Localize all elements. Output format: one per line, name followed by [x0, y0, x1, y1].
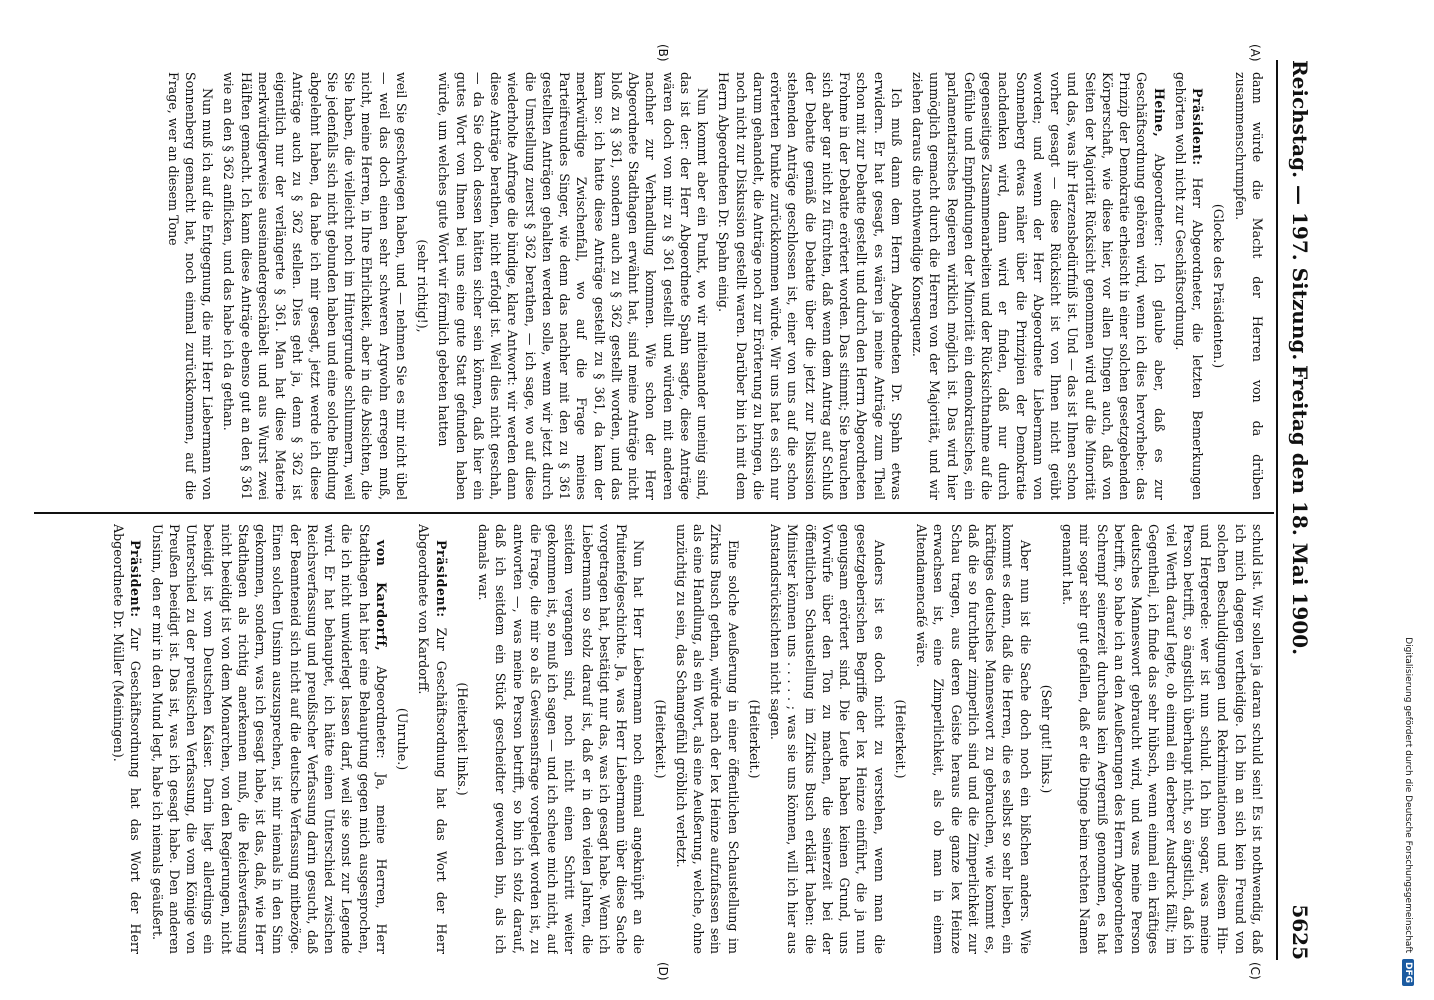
digitization-note: Digitalisierung gefördert durch die Deutsche Forschungsgemeinschaft — [1403, 637, 1413, 953]
paragraph-text: dann würde die Macht der Herren von da drüben zusammenschrumpfen. — [1232, 72, 1265, 500]
interjection — [1210, 72, 1227, 500]
paragraph-text: Zur Geschäftsordnung hat das Wort der Herr Abgeordnete von Kardorff. — [416, 524, 449, 954]
paragraph-text: Aber nun ist die Sache doch noch ein bißchen anders. Wie kommt es denn, daß die Herren, die es selbst so sehr lieben, ein kräftiges deutsches Manneswort zu gebrauchen, wie kommt es, daß die so furchtbar zimperlich sind und die Zimperlichkeit zur Schau tragen, aus deren Geiste heraus die ganze lex Heinze erwachsen ist, eine Zimperlichkeit, als ob man in einem Altendamencafé wäre. — [914, 524, 1033, 954]
speech-paragraph — [1172, 72, 1207, 500]
paragraph-text: schuld ist. Wir sollen ja daran schuld sein! Es ist nothwendig, daß ich mich dagegen vertheidige. Ich bin an sich kein Freund von solchen Beschuldigungen und Rekriminationen und diesem Hin- und Hergerede: wer ist nun schuld. Ich bin sogar, was meine Person betrifft, so ängstlich überhaupt nicht, so ängstlich, daß ich viel Werth darauf legte, ob einmal ein derberer Ausdruck fällt; im Gegentheil, ich finde das sehr hübsch, wenn einmal ein kräftiges deutsches Manneswort gebraucht wird, und was meine Person betrifft, so habe ich an den Aeußerungen des Herrn Abgeordneten Schrempf seinerzeit durchaus kein Aergerniß genommen, es hat mir sogar sehr gut gefallen, daß er die Dinge beim rechten Namen genannt hat. — [1060, 524, 1265, 954]
paragraph-text: (Sehr gut! links.) — [1039, 684, 1054, 794]
speaker-name: Präsident: — [128, 540, 144, 618]
interjection — [892, 524, 909, 954]
speaker-name: Heine, — [1151, 88, 1167, 138]
page-header — [1282, 60, 1312, 960]
paragraph-text: Eine solche Aeußerung in einer öffentlichen Schaustellung im Zirkus Busch gethan, würde nach der lex Heinze aufzufassen sein als eine Handlung, als ein Wort, als eine Aeußerung, welche, ohne unzüchtig zu sein, das Schamgefühl gröblich verletzt. — [674, 524, 741, 954]
text-paragraph — [1232, 72, 1267, 500]
interjection — [414, 72, 431, 500]
speech-paragraph — [415, 524, 450, 954]
margin-marker-c: (C) — [1248, 962, 1262, 980]
left-text-column — [30, 72, 1266, 500]
paragraph-text: Nun kommt aber ein Punkt, wo wir miteinander uneinig sind, das ist der: der Herr Abgeordnete Spahn sagte, diese Anträge wären doch von mir zu § 361 gestellt und würden mit anderen nachher zur Verhandlung kommen. Wie schon der Herr Abgeordnete Stadthagen erwähnt hat, sind meine Anträge nicht bloß zu § 361, sondern auch zu § 362 gestellt worden, und das kam so: ich hatte diese Anträge gestellt zu § 361, da kam der merkwürdige Zwischenfall, wo auf die Frage meines Parteifreundes Singer, wie denn das nachher mit den zu § 361 gestellten Anträgen gehalten werden solle, wenn wir jetzt durch die Umstellung zuerst § 362 berathen, — ich sage, wo auf diese wiederholte Anfrage die bündige, klare Antwort: wir werden dann diese Anträge berathen, nicht erfolgt ist. Weil dies nicht geschah, — da Sie doch dessen hätten sicher sein können, daß hier ein gutes Wort von Ihnen bei uns eine gute Statt gefunden haben würde, um welches gute Wort wir förmlich gebeten hatten — [436, 72, 711, 500]
paragraph-text: Nun hat Herr Liebermann noch einmal angeknüpft an die Pfuitenfelgeschichte. Ja, was Herr Liebermann über diese Sache vorgetragen hat, bestätigt nur das, was ich gesagt habe. Wenn ich Liebermann so stolz darauf ist, daß er in den vielen Jahren, die seitdem vergangen sind, noch nicht einen Schritt weiter gekommen ist, so muß ich sagen — und ich scheue mich nicht, auf die Frage, die mir so als Gewissensfrage vorgelegt worden ist, zu antworten —, was meine Person betrifft, so bin ich stolz darauf, daß ich seitdem ein Stück gescheidter geworden bin, als ich damals war. — [476, 524, 647, 954]
paragraph-text: Abgeordneter: Ja, meine Herren, Herr Stadthagen hat hier eine Behauptung gegen mich ausgesprochen, die ich nicht unwiderlegt lassen darf, weil sie sonst zur Legende wird. Er hat behauptet, ich hätte einen Unterschied zwischen Reichsverfassung und preußischer Verfassung darin gesucht, daß der Beamteneid sich nicht auf die deutsche Verfassung mitbezöge. Einen solchen Unsinn auszusprechen, ist mir niemals in den Sinn gekommen, sondern, was ich gesagt habe, ist das, daß, wie Herr Stadthagen als richtig anerkennen muß, die Reichsverfassung nicht beeidigt ist von dem Monarchen, von den Regierungen, nicht beeidigt ist vom Deutschen Kaiser. Darin liegt allerdings ein Unterschied zu der preußischen Verfassung, die vom Könige von Preußen beeidigt ist. Das ist, was ich gesagt habe. Den anderen Unsinn, den er mir in den Mund legt, habe ich niemals geäußert. — [149, 524, 389, 954]
digitization-sidebar — [1396, 6, 1426, 996]
paragraph-text: Nun muß ich auf die Entgegnung, die mir Herr Liebermann von Sonnenberg gemacht hat, noch einmal zurückkommen, auf die Frage, wer an diesem Tone — [165, 72, 216, 500]
paragraph-text: (Heiterkeit.) — [652, 699, 668, 779]
text-paragraph — [435, 72, 711, 500]
paragraph-text: (Heiterkeit links.) — [455, 682, 470, 796]
paragraph-text: (Heiterkeit.) — [747, 699, 762, 779]
speaker-name: von Kardorff, — [374, 540, 389, 652]
text-paragraph — [1059, 524, 1266, 954]
paragraph-text: (Heiterkeit.) — [893, 699, 908, 779]
page-number: 5625 — [1288, 904, 1312, 960]
speaker-name: Präsident: — [433, 540, 449, 618]
paragraph-text: Anders ist es doch nicht zu verstehen, wenn man die gesetzgeberischen Begriffe der lex Heinze einführt, die ja nun genugsam erörtert sind. Die Leute haben keinen Grund, uns Vorwürfe über den Ton zu machen, die seinerzeit bei der öffentlichen Schaustellung im Zirkus Busch erklärt haben: die Minister können uns . . . . . ; was sie uns können, will ich hier aus Anstandsrücksichten nicht sagen. — [768, 524, 887, 954]
right-text-column — [30, 524, 1266, 954]
paragraph-text: Abgeordneter: Ich glaube aber, daß es zur Geschäftsordnung gehören wird, wenn ich dies hervorhebe: das Prinzip der Demokratie erheischt in einer solchen gesetzgebenden Körperschaft, wie diese hier, vor allen Dingen auch, daß von Seiten der Majorität Rücksicht genommen wird auf die Minorität und das, was ihr Herzensbedürfniß ist. Und — das ist Ihnen schon vorher gesagt — diese Rücksicht ist von Ihnen nicht geübt worden; und wenn der Herr Abgeordnete Liebermann von Sonnenberg etwas näher über die Prinzipien der Demokratie nachdenken wird, dann wird er finden, daß nur durch gegenseitiges Zusammenarbeiten und der Rücksichtnahme auf die Gefühle und Empfindungen der Minorität ein demokratisches, ein parlamentarisches Regieren wirklich möglich ist. Das wird hier unmöglich gemacht durch die Herren von der Majorität, und wir ziehen daraus die nothwendige Konsequenz. — [910, 72, 1167, 500]
interjection — [652, 524, 669, 954]
interjection — [746, 524, 763, 954]
margin-marker-b: (B) — [656, 44, 670, 62]
dfg-logo: DFG — [1402, 959, 1414, 986]
paragraph-text: (sehr richtig!), — [415, 239, 431, 333]
interjection — [1038, 524, 1055, 954]
header-rule — [1276, 60, 1278, 960]
margin-marker-d: (D) — [656, 962, 670, 981]
text-paragraph — [165, 72, 217, 500]
text-paragraph — [767, 524, 888, 954]
header-date: Freitag den 18. Mai 1900. — [1288, 364, 1312, 656]
margin-marker-a: (A) — [1248, 44, 1262, 62]
text-paragraph — [673, 524, 742, 954]
interjection — [394, 524, 411, 954]
text-paragraph — [220, 72, 410, 500]
paragraph-text: weil Sie geschwiegen haben, und — nehmen Sie es mir nicht übel — weil das doch einen sehr schweren Argwohn erregen muß, nicht, meine Herren, in Ihre Ehrlichkeit, aber in die Absichten, die Sie haben, die vielleicht noch im Hintergrunde schlummern, weil Sie jedenfalls sich nicht gebunden haben und eine solche Bindung abgelehnt haben, da habe ich mir gesagt, jetzt werde ich diese Anträge auch zu § 362 stellen. Dies geht ja, denn § 362 ist eigentlich nur der verlängerte § 361. Man hat diese Materie merkwürdigerweise auseinandergeschäbelt und aus Wurst zwei Hälften gemacht. Ich kann diese Anträge ebenso gut an den § 361 wie an den § 362 anflicken, und das habe ich da gethan. — [221, 72, 409, 500]
paragraph-text: Ich muß dann dem Herrn Abgeordneten Dr. Spahn etwas erwidern. Er hat gesagt, es wären ja meine Anträge zum Theil schon mit zur Debatte gestellt und durch den Herrn Abgeordneten Frohme in der Debatte erörtert worden. Das stimmt; Sie brauchen sich aber gar nicht zu fürchten, daß wenn dem Antrag auf Schluß der Debatte gemäß die Debatte über die jetzt zur Diskussion stehenden Anträge geschlossen ist, einer von uns auf die schon erörterten Punkte zurückkommen würde. Wir uns hat es sich nur darum gehandelt, die Anträge noch zur Erörterung zu bringen, die noch nicht zur Diskussion gestellt waren. Darüber bin ich mit dem Herrn Abgeordneten Dr. Spahn einig. — [716, 72, 904, 500]
column-divider — [34, 512, 1274, 514]
text-paragraph — [715, 72, 905, 500]
paragraph-text: Zur Geschäftsordnung hat das Wort der Herr Abgeordnete Dr. Müller (Meiningen). — [111, 524, 144, 954]
text-paragraph — [913, 524, 1034, 954]
speech-paragraph — [149, 524, 391, 954]
text-paragraph — [475, 524, 648, 954]
interjection — [454, 524, 471, 954]
paragraph-text: (Glocke des Präsidenten.) — [1211, 203, 1227, 369]
speech-paragraph — [909, 72, 1168, 500]
paragraph-text: Herr Abgeordneter, die letzten Bemerkungen gehörten wohl nicht zur Geschäftsordnung. — [1173, 72, 1206, 500]
speaker-name: Präsident: — [1190, 88, 1206, 166]
speech-paragraph — [110, 524, 145, 954]
header-session: Reichstag. — 197. Sitzung. — [1288, 60, 1312, 361]
paragraph-text: (Unruhe.) — [395, 707, 411, 771]
